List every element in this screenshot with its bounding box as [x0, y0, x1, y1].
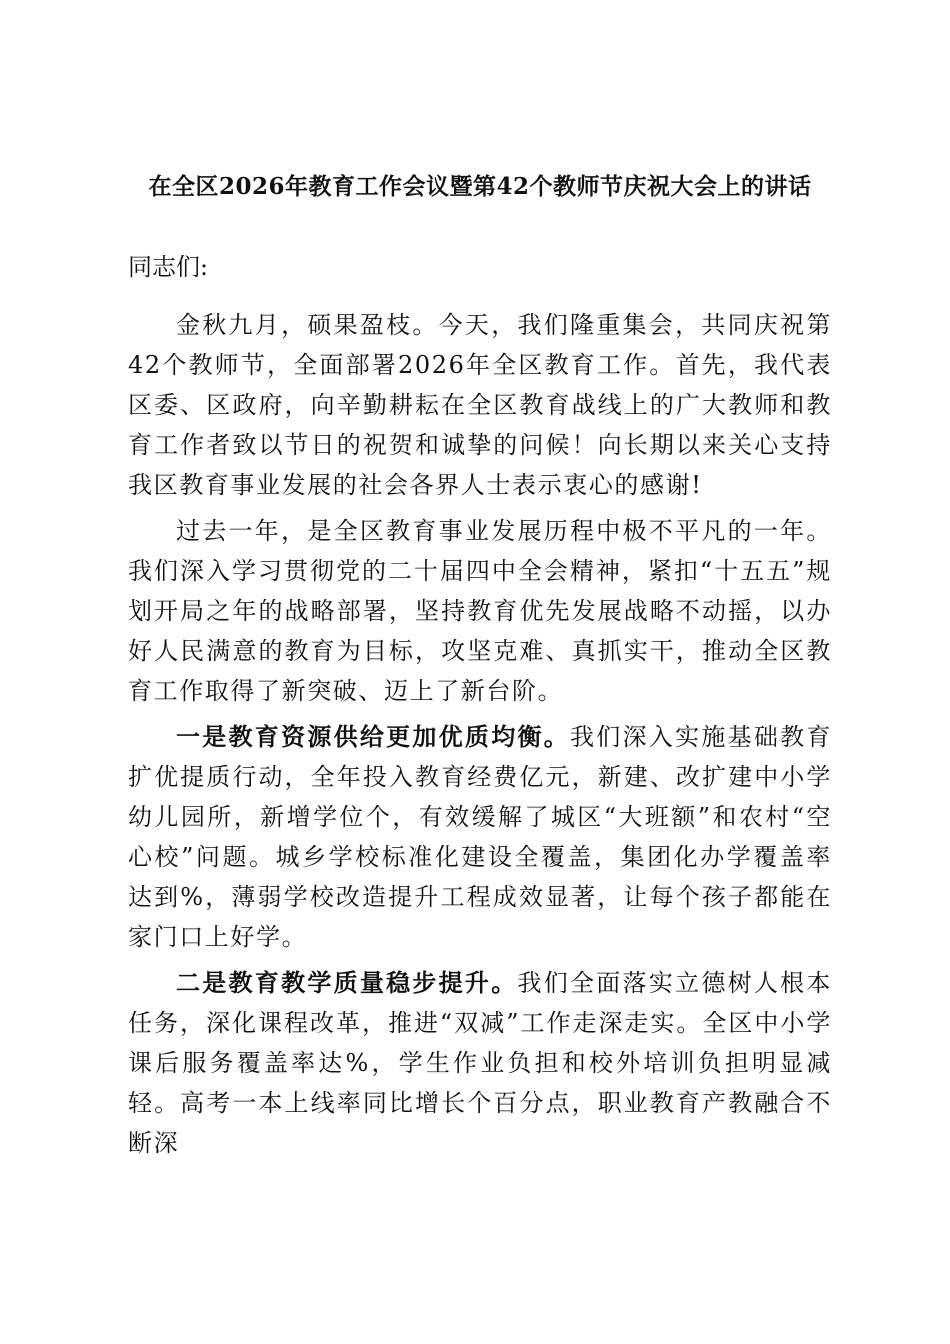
paragraph-text: 我们全面落实立德树人根本任务，深化课程改革，推进“双减”工作走深走实。全区中小学课后服务覆盖率达%，学生作业负担和校外培训负担明显减轻。高考一本上线率同比增长个百分点，职业教育产教融合不断深: [128, 969, 832, 1157]
paragraph-point-one: [128, 717, 832, 957]
salutation: 同志们:: [128, 253, 209, 281]
paragraph-text: 过去一年，是全区教育事业发展历程中极不平凡的一年。我们深入学习贯彻党的二十届四中全会精神，紧扣“十五五”规划开局之年的战略部署，坚持教育优先发展战略不动摇，以办好人民满意的教育为目标，攻坚克难、真抓实干，推动全区教育工作取得了新突破、迈上了新台阶。: [128, 517, 832, 705]
paragraph-opening: [128, 305, 832, 505]
paragraph-lead-heading: 二是教育教学质量稳步提升。: [176, 968, 518, 997]
document-body: [128, 247, 832, 1163]
paragraph-point-two: [128, 963, 832, 1163]
document-title: 在全区2026年教育工作会议暨第42个教师节庆祝大会上的讲话: [148, 173, 812, 200]
paragraph-text: 金秋九月，硕果盈枝。今天，我们隆重集会，共同庆祝第42个教师节，全面部署2026年全区教育工作。首先，我代表区委、区政府，向辛勤耕耘在全区教育战线上的广大教师和教育工作者致以节日的祝贺和诚挚的问候！向长期以来关心支持我区教育事业发展的社会各界人士表示衷心的感谢!: [128, 311, 832, 499]
paragraph-lead-heading: 一是教育资源供给更加优质均衡。: [176, 722, 570, 751]
paragraph-past-year: [128, 511, 832, 711]
paragraph-text: 我们深入实施基础教育扩优提质行动，全年投入教育经费亿元，新建、改扩建中小学幼儿园所，新增学位个，有效缓解了城区“大班额”和农村“空心校”问题。城乡学校标准化建设全覆盖，集团化办学覆盖率达到%，薄弱学校改造提升工程成效显著，让每个孩子都能在家门口上好学。: [128, 723, 832, 951]
